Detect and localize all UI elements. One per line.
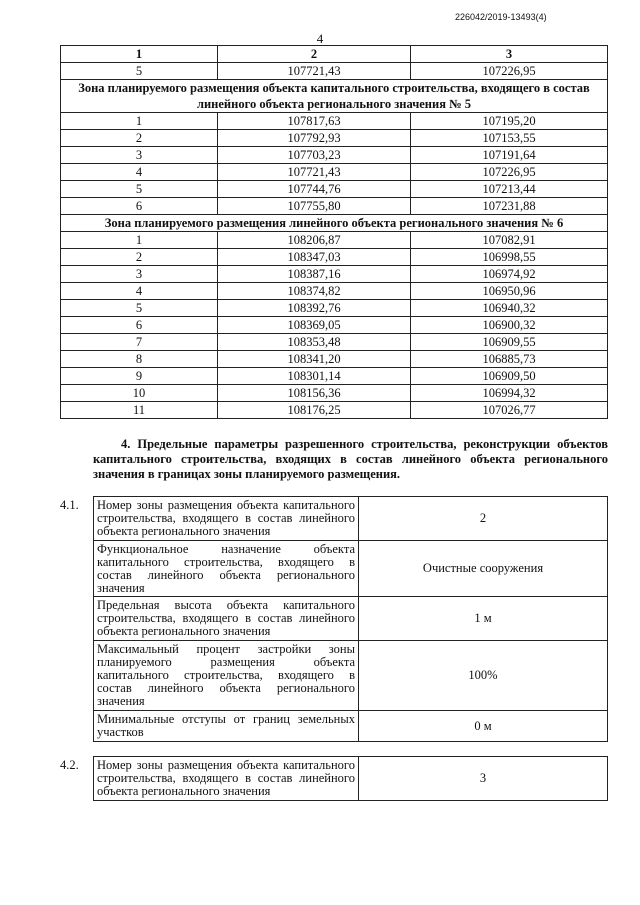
parameter-value: Очистные сооружения bbox=[359, 541, 608, 597]
coordinates-table bbox=[60, 45, 608, 419]
table-cell: 3 bbox=[411, 46, 608, 63]
table-row bbox=[61, 385, 608, 402]
table-cell: 107721,43 bbox=[218, 63, 411, 80]
table-cell: 1 bbox=[61, 113, 218, 130]
table-row bbox=[61, 283, 608, 300]
table-cell: 6 bbox=[61, 198, 218, 215]
parameter-value: 0 м bbox=[359, 711, 608, 742]
table-cell: 107231,88 bbox=[411, 198, 608, 215]
table-cell: 108156,36 bbox=[218, 385, 411, 402]
table-cell: 106909,50 bbox=[411, 368, 608, 385]
table-cell: 4 bbox=[61, 164, 218, 181]
table-cell: 106974,92 bbox=[411, 266, 608, 283]
table-row bbox=[61, 334, 608, 351]
table-row bbox=[61, 300, 608, 317]
table-cell: 107226,95 bbox=[411, 63, 608, 80]
parameter-label: Максимальный процент застройки зоны планируемого размещения объекта капитального строительства, входящего в состав линейного объекта регионального значения bbox=[94, 641, 359, 711]
table-cell: 6 bbox=[61, 317, 218, 334]
table-cell: 107153,55 bbox=[411, 130, 608, 147]
parameter-value: 1 м bbox=[359, 597, 608, 641]
table-row bbox=[61, 368, 608, 385]
table-cell: 108392,76 bbox=[218, 300, 411, 317]
item-4-1-number: 4.1. bbox=[60, 498, 79, 512]
table-cell: 2 bbox=[218, 46, 411, 63]
table-cell: 2 bbox=[61, 249, 218, 266]
table-cell: 108387,16 bbox=[218, 266, 411, 283]
parameters-table-4-2 bbox=[93, 756, 608, 801]
parameter-row bbox=[94, 711, 608, 742]
table-cell: 4 bbox=[61, 283, 218, 300]
table-cell: 108206,87 bbox=[218, 232, 411, 249]
parameter-row bbox=[94, 541, 608, 597]
zone-title-row bbox=[61, 80, 608, 113]
parameters-table-4-1 bbox=[93, 496, 608, 742]
table-cell: 107792,93 bbox=[218, 130, 411, 147]
table-row bbox=[61, 130, 608, 147]
table-row bbox=[61, 402, 608, 419]
parameter-row bbox=[94, 757, 608, 801]
parameter-row bbox=[94, 497, 608, 541]
table-cell: 106909,55 bbox=[411, 334, 608, 351]
table-cell: 108374,82 bbox=[218, 283, 411, 300]
table-cell: 3 bbox=[61, 147, 218, 164]
parameter-label: Функциональное назначение объекта капитального строительства, входящего в состав линейного объекта регионального значения bbox=[94, 541, 359, 597]
table-cell: 108369,05 bbox=[218, 317, 411, 334]
table-row bbox=[61, 63, 608, 80]
table-cell: 106885,73 bbox=[411, 351, 608, 368]
table-row bbox=[61, 164, 608, 181]
table-cell: 1 bbox=[61, 46, 218, 63]
table-cell: 108353,48 bbox=[218, 334, 411, 351]
table-cell: 107817,63 bbox=[218, 113, 411, 130]
table-cell: 107213,44 bbox=[411, 181, 608, 198]
table-row bbox=[61, 113, 608, 130]
table-cell: 106998,55 bbox=[411, 249, 608, 266]
table-cell: 11 bbox=[61, 402, 218, 419]
parameter-label: Минимальные отступы от границ земельных участков bbox=[94, 711, 359, 742]
zone-title: Зона планируемого размещения линейного объекта регионального значения № 6 bbox=[61, 215, 608, 232]
table-row bbox=[61, 181, 608, 198]
table-cell: 107744,76 bbox=[218, 181, 411, 198]
table-cell: 5 bbox=[61, 181, 218, 198]
zone-title: Зона планируемого размещения объекта капитального строительства, входящего в состав линейного объекта регионального значения № 5 bbox=[61, 80, 608, 113]
table-cell: 107703,23 bbox=[218, 147, 411, 164]
table-cell: 107082,91 bbox=[411, 232, 608, 249]
parameter-row bbox=[94, 641, 608, 711]
table-row bbox=[61, 249, 608, 266]
table-cell: 108301,14 bbox=[218, 368, 411, 385]
parameter-value: 3 bbox=[359, 757, 608, 801]
table-row bbox=[61, 317, 608, 334]
table-cell: 107191,64 bbox=[411, 147, 608, 164]
table-row bbox=[61, 351, 608, 368]
table-cell: 108341,20 bbox=[218, 351, 411, 368]
item-4-2-number: 4.2. bbox=[60, 758, 79, 772]
parameter-row bbox=[94, 597, 608, 641]
table-cell: 1 bbox=[61, 232, 218, 249]
table-cell: 108347,03 bbox=[218, 249, 411, 266]
table-row bbox=[61, 232, 608, 249]
table-cell: 7 bbox=[61, 334, 218, 351]
zone-title-row bbox=[61, 215, 608, 232]
table-cell: 107226,95 bbox=[411, 164, 608, 181]
table-cell: 107755,80 bbox=[218, 198, 411, 215]
parameter-label: Номер зоны размещения объекта капитального строительства, входящего в состав линейного объекта регионального значения bbox=[94, 497, 359, 541]
parameter-label: Предельная высота объекта капитального строительства, входящего в состав линейного объекта регионального значения bbox=[94, 597, 359, 641]
table-row bbox=[61, 198, 608, 215]
table-row bbox=[61, 147, 608, 164]
table-cell: 106900,32 bbox=[411, 317, 608, 334]
page-number: 4 bbox=[316, 31, 324, 46]
parameter-value: 100% bbox=[359, 641, 608, 711]
table-cell: 107026,77 bbox=[411, 402, 608, 419]
table-cell: 3 bbox=[61, 266, 218, 283]
table-cell: 106950,96 bbox=[411, 283, 608, 300]
table-cell: 9 bbox=[61, 368, 218, 385]
table-cell: 5 bbox=[61, 300, 218, 317]
table-cell: 8 bbox=[61, 351, 218, 368]
table-cell: 107721,43 bbox=[218, 164, 411, 181]
document-number: 226042/2019-13493(4) bbox=[455, 12, 547, 22]
section-4-heading: 4. Предельные параметры разрешенного строительства, реконструкции объектов капитального строительства, входящих в состав линейного объекта регионального значения в границах зоны планируемого размещения. bbox=[93, 437, 608, 481]
table-cell: 106994,32 bbox=[411, 385, 608, 402]
table-cell: 10 bbox=[61, 385, 218, 402]
table-cell: 5 bbox=[61, 63, 218, 80]
parameter-value: 2 bbox=[359, 497, 608, 541]
table-row bbox=[61, 46, 608, 63]
table-cell: 108176,25 bbox=[218, 402, 411, 419]
table-cell: 2 bbox=[61, 130, 218, 147]
parameter-label: Номер зоны размещения объекта капитального строительства, входящего в состав линейного объекта регионального значения bbox=[94, 757, 359, 801]
table-cell: 106940,32 bbox=[411, 300, 608, 317]
table-row bbox=[61, 266, 608, 283]
table-cell: 107195,20 bbox=[411, 113, 608, 130]
